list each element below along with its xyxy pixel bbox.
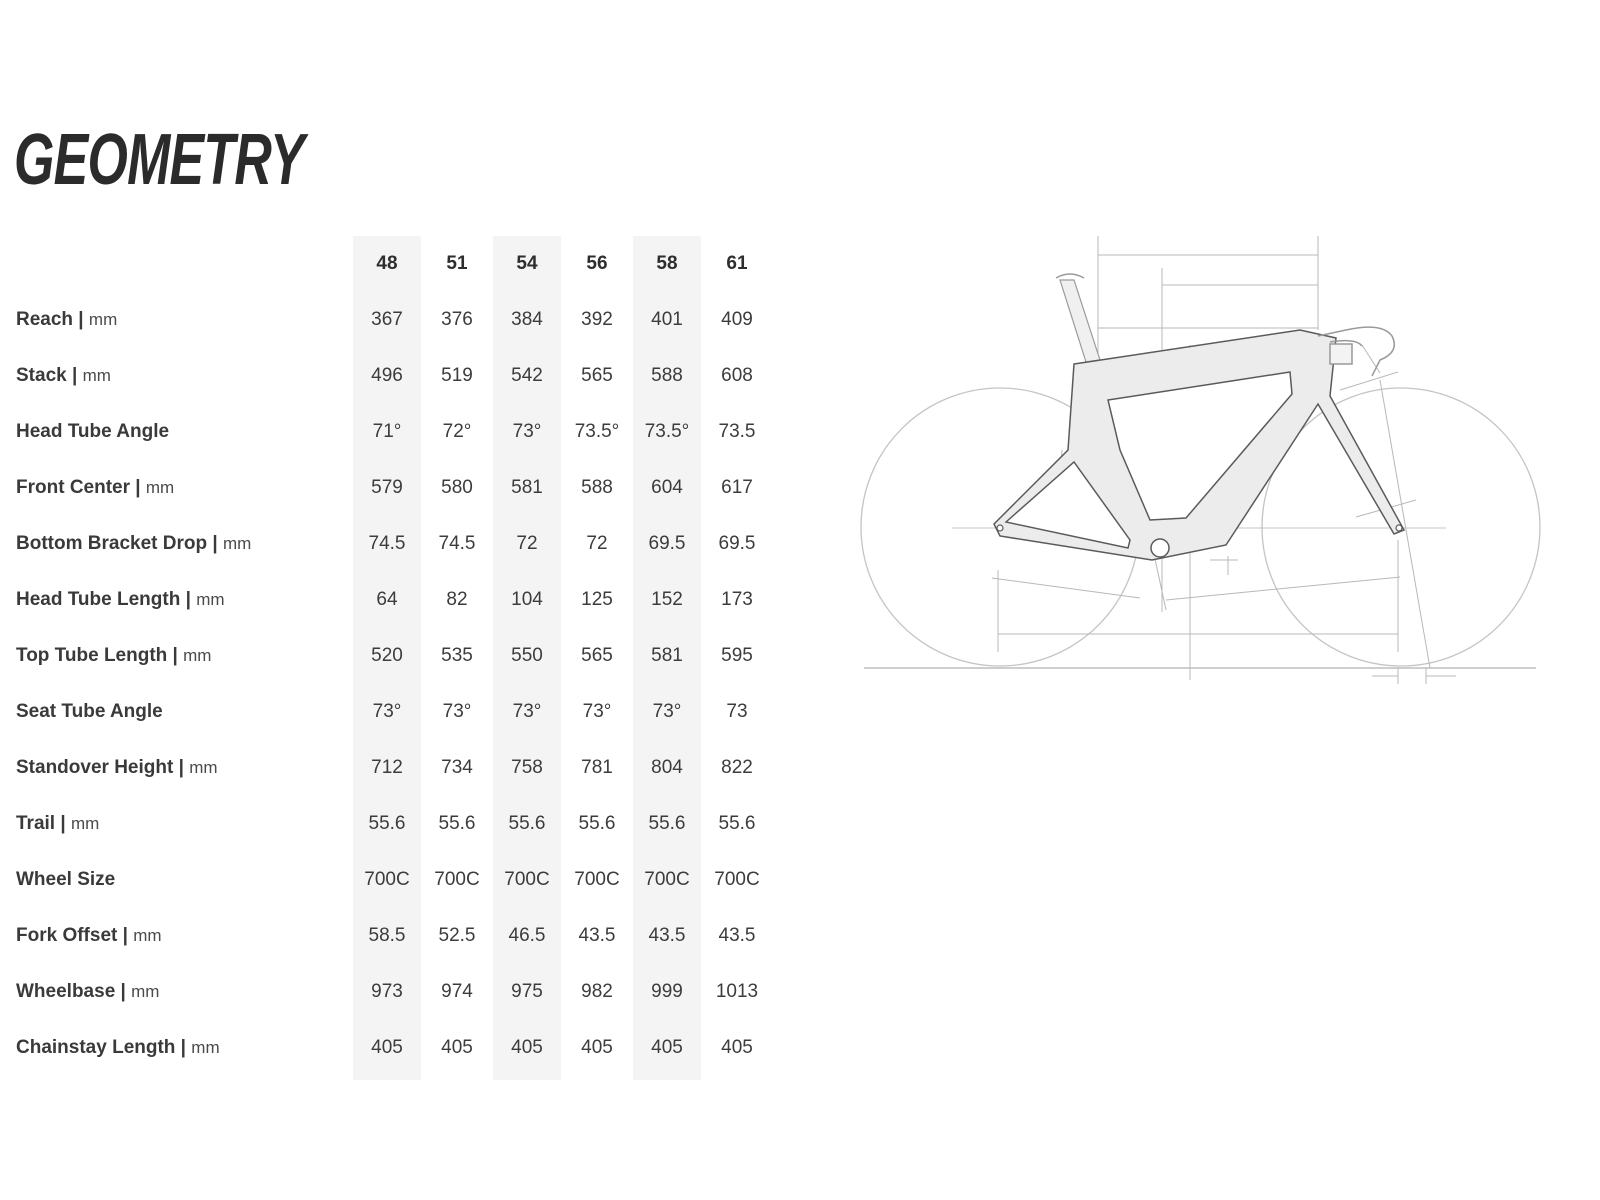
table-cell: 758	[511, 757, 543, 778]
row-label-unit: mm	[183, 646, 212, 665]
table-cell: 974	[441, 981, 473, 1002]
row-label-name: Seat Tube Angle	[16, 701, 163, 722]
table-cell: 69.5	[648, 533, 686, 554]
table-cell: 405	[371, 1037, 403, 1058]
row-label-unit: mm	[70, 814, 100, 833]
row-label-separator: |	[73, 309, 89, 330]
table-cell: 975	[511, 981, 543, 1002]
row-label-unit: mm	[88, 310, 118, 329]
seat-post	[1060, 280, 1100, 362]
table-cell: 74.5	[368, 533, 406, 554]
table-cell: 405	[721, 1037, 753, 1058]
table-cell: 405	[511, 1037, 543, 1058]
table-cell: 580	[441, 477, 473, 498]
table-cell: 1013	[715, 981, 759, 1002]
table-cell: 405	[581, 1037, 613, 1058]
table-cell: 608	[721, 365, 753, 386]
table-cell: 700C	[434, 869, 480, 890]
size-header-58: 58	[656, 253, 678, 274]
table-cell: 604	[651, 477, 683, 498]
row-label-name: Standover Height	[16, 757, 174, 778]
table-cell: 588	[581, 477, 613, 498]
row-label-unit: mm	[82, 366, 111, 385]
table-cell: 55.6	[438, 813, 476, 834]
row-label-name: Bottom Bracket Drop	[16, 533, 208, 554]
row-label-name: Chainstay Length	[16, 1037, 176, 1058]
table-cell: 72°	[442, 421, 472, 442]
table-cell: 43.5	[718, 925, 756, 946]
size-header-51: 51	[446, 253, 468, 274]
row-label-name: Front Center	[16, 477, 130, 498]
table-cell: 43.5	[648, 925, 686, 946]
table-cell: 82	[446, 589, 468, 610]
row-label-name: Head Tube Angle	[16, 421, 170, 442]
table-cell: 71°	[372, 421, 402, 442]
table-cell: 581	[651, 645, 683, 666]
table-cell: 73°	[372, 701, 402, 722]
table-cell: 700C	[504, 869, 550, 890]
row-label-name: Reach	[16, 309, 74, 330]
table-cell: 384	[511, 309, 543, 330]
table-cell: 392	[581, 309, 613, 330]
row-label-name: Wheel Size	[16, 869, 116, 890]
page-title: GEOMETRY	[14, 120, 304, 200]
rear-axle	[997, 525, 1003, 531]
table-cell: 579	[371, 477, 403, 498]
table-cell: 46.5	[508, 925, 546, 946]
size-header-61: 61	[726, 253, 748, 274]
row-label-unit: mm	[145, 478, 175, 497]
row-label-separator: |	[117, 925, 134, 946]
row-label-unit: mm	[222, 534, 252, 553]
table-cell: 520	[371, 645, 403, 666]
table-cell: 74.5	[438, 533, 476, 554]
table-cell: 73	[726, 701, 748, 722]
size-header-48: 48	[376, 253, 398, 274]
table-cell: 595	[721, 645, 753, 666]
table-cell: 55.6	[578, 813, 616, 834]
table-cell: 535	[441, 645, 473, 666]
table-cell: 700C	[644, 869, 690, 890]
table-cell: 72	[516, 533, 538, 554]
table-cell: 804	[651, 757, 683, 778]
table-cell: 69.5	[718, 533, 756, 554]
table-cell: 405	[651, 1037, 683, 1058]
table-cell: 401	[651, 309, 683, 330]
row-label-unit: mm	[131, 982, 160, 1001]
table-cell: 405	[441, 1037, 473, 1058]
size-header-56: 56	[586, 253, 608, 274]
table-cell: 519	[441, 365, 473, 386]
table-cell: 617	[721, 477, 753, 498]
table-cell: 43.5	[578, 925, 616, 946]
table-cell: 712	[371, 757, 403, 778]
row-label-unit: mm	[133, 926, 162, 945]
table-cell: 55.6	[508, 813, 546, 834]
row-label-separator: |	[175, 1037, 192, 1058]
table-cell: 72	[586, 533, 608, 554]
table-cell: 496	[371, 365, 403, 386]
table-cell: 73.5	[718, 421, 756, 442]
front-axle	[1396, 525, 1402, 531]
table-cell: 822	[721, 757, 753, 778]
table-cell: 588	[651, 365, 683, 386]
table-cell: 999	[651, 981, 683, 1002]
row-label-separator: |	[130, 477, 146, 498]
size-header-54: 54	[516, 253, 538, 274]
table-cell: 55.6	[648, 813, 686, 834]
table-cell: 73.5°	[644, 421, 690, 442]
table-cell: 700C	[364, 869, 410, 890]
table-cell: 367	[371, 309, 403, 330]
table-cell: 52.5	[438, 925, 476, 946]
table-cell: 73°	[582, 701, 612, 722]
row-label-separator: |	[55, 813, 71, 834]
table-cell: 565	[581, 645, 613, 666]
table-cell: 700C	[574, 869, 620, 890]
row-label-name: Trail	[16, 813, 56, 834]
table-cell: 982	[581, 981, 613, 1002]
table-cell: 64	[376, 589, 398, 610]
row-label-name: Fork Offset	[16, 925, 118, 946]
table-cell: 376	[441, 309, 473, 330]
row-label-separator: |	[167, 645, 184, 666]
table-cell: 73.5°	[574, 421, 620, 442]
row-label-unit: mm	[196, 590, 225, 609]
table-cell: 104	[511, 589, 543, 610]
row-label-unit: mm	[191, 1038, 220, 1057]
row-label-separator: |	[207, 533, 223, 554]
table-cell: 781	[581, 757, 613, 778]
table-cell: 173	[721, 589, 753, 610]
table-cell: 700C	[714, 869, 760, 890]
bottom-bracket	[1151, 539, 1169, 557]
table-cell: 73°	[512, 421, 542, 442]
row-label-name: Wheelbase	[16, 981, 116, 1002]
table-cell: 565	[581, 365, 613, 386]
saddle	[1056, 274, 1084, 278]
table-cell: 73°	[442, 701, 472, 722]
table-cell: 409	[721, 309, 753, 330]
table-cell: 125	[581, 589, 613, 610]
row-label-separator: |	[180, 589, 197, 610]
table-cell: 58.5	[368, 925, 406, 946]
table-cell: 73°	[512, 701, 542, 722]
table-cell: 542	[511, 365, 543, 386]
table-cell: 734	[441, 757, 473, 778]
row-label-name: Head Tube Length	[16, 589, 181, 610]
table-cell: 55.6	[368, 813, 406, 834]
table-cell: 550	[511, 645, 543, 666]
row-label-separator: |	[66, 365, 83, 386]
row-label-unit: mm	[189, 758, 218, 777]
table-cell: 73°	[652, 701, 682, 722]
table-cell: 55.6	[718, 813, 756, 834]
table-cell: 581	[511, 477, 543, 498]
row-label-separator: |	[115, 981, 132, 1002]
table-cell: 973	[371, 981, 403, 1002]
row-label-separator: |	[173, 757, 190, 778]
row-label-name: Top Tube Length	[16, 645, 168, 666]
table-cell: 152	[651, 589, 683, 610]
row-label-name: Stack	[16, 365, 67, 386]
